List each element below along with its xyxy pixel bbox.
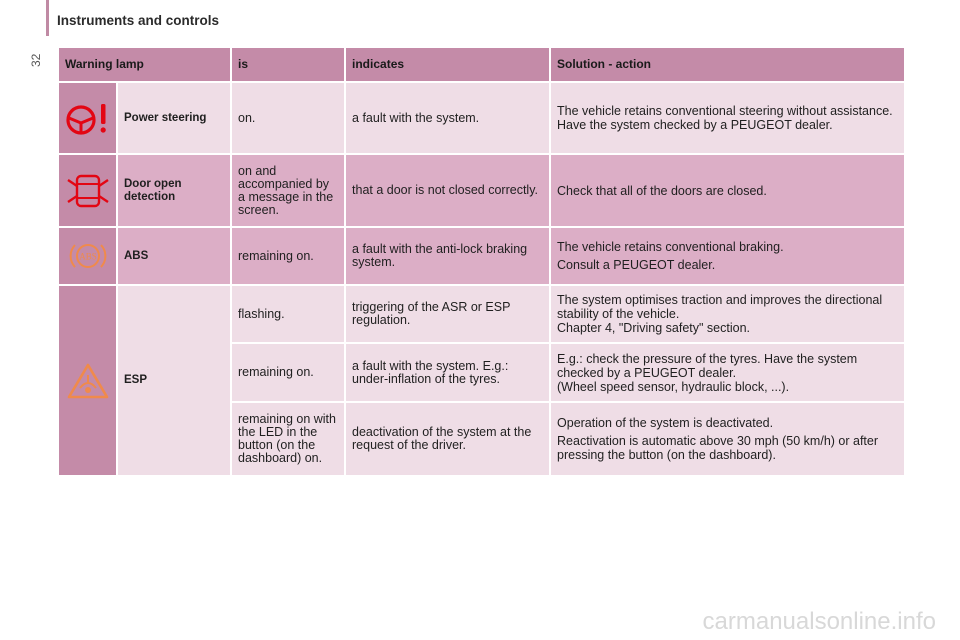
lamp-is: on and accompanied by a message in the screen. [231,154,345,227]
lamp-indicates: a fault with the anti-lock braking system. [345,227,550,285]
solution-line: The system optimises traction and improves the directional stability of the vehicle. [557,293,883,321]
table-header-row [58,47,905,82]
lamp-label: ESP [117,285,231,476]
watermark: carmanualsonline.info [702,608,936,635]
table-row [58,82,905,154]
lamp-indicates: that a door is not closed correctly. [345,154,550,227]
header-is: is [231,47,345,82]
lamp-solution [550,154,905,227]
lamp-indicates: a fault with the system. [345,82,550,154]
lamp-label: ABS [117,227,231,285]
solution-line: The vehicle retains conventional steering without assistance. Have the system checked by a PEUGEOT dealer. [557,104,893,132]
solution-line: The vehicle retains conventional braking. [557,240,784,254]
power-steering-warning-icon [64,98,112,138]
page-number: 32 [29,53,43,67]
warning-lamp-table [57,46,906,477]
lamp-is: remaining on. [231,227,345,285]
lamp-icon-cell [58,227,117,285]
lamp-solution [550,343,905,402]
lamp-icon-cell [58,82,117,154]
header-warning-lamp: Warning lamp [58,47,231,82]
solution-line: Reactivation is automatic above 30 mph (50 km/h) or after pressing the button (on the dashboard). [557,434,878,462]
solution-line: Chapter 4, "Driving safety" section. [557,321,751,335]
table-row [58,285,905,343]
lamp-icon-cell [58,285,117,476]
table-row [58,227,905,285]
lamp-is: remaining on. [231,343,345,402]
solution-line: Operation of the system is deactivated. [557,416,774,430]
lamp-icon-cell [58,154,117,227]
abs-icon [68,239,108,273]
section-title: Instruments and controls [57,13,220,28]
solution-line: E.g.: check the pressure of the tyres. Have the system checked by a PEUGEOT dealer. [557,351,858,380]
lamp-is: flashing. [231,285,345,343]
lamp-indicates: triggering of the ASR or ESP regulation. [345,285,550,343]
lamp-indicates: deactivation of the system at the request of the driver. [345,402,550,476]
lamp-indicates: a fault with the system. E.g.: under-inflation of the tyres. [345,343,550,402]
header-solution: Solution - action [550,47,905,82]
lamp-is: remaining on with the LED in the button (on the dashboard) on. [231,402,345,476]
lamp-solution [550,285,905,343]
table-row [58,154,905,227]
solution-line: Check that all of the doors are closed. [557,183,767,198]
header-indicates: indicates [345,47,550,82]
lamp-label: Power steering [117,82,231,154]
lamp-solution [550,227,905,285]
svg-text:ABS: ABS [78,251,97,262]
lamp-label: Door open detection [117,154,231,227]
lamp-solution [550,82,905,154]
side-accent-bar [46,0,49,36]
solution-line: (Wheel speed sensor, hydraulic block, ...). [557,379,790,394]
door-open-icon [66,172,110,210]
solution-line: Consult a PEUGEOT dealer. [557,258,716,272]
lamp-is: on. [231,82,345,154]
lamp-solution [550,402,905,476]
esp-warning-triangle-icon [66,361,110,401]
